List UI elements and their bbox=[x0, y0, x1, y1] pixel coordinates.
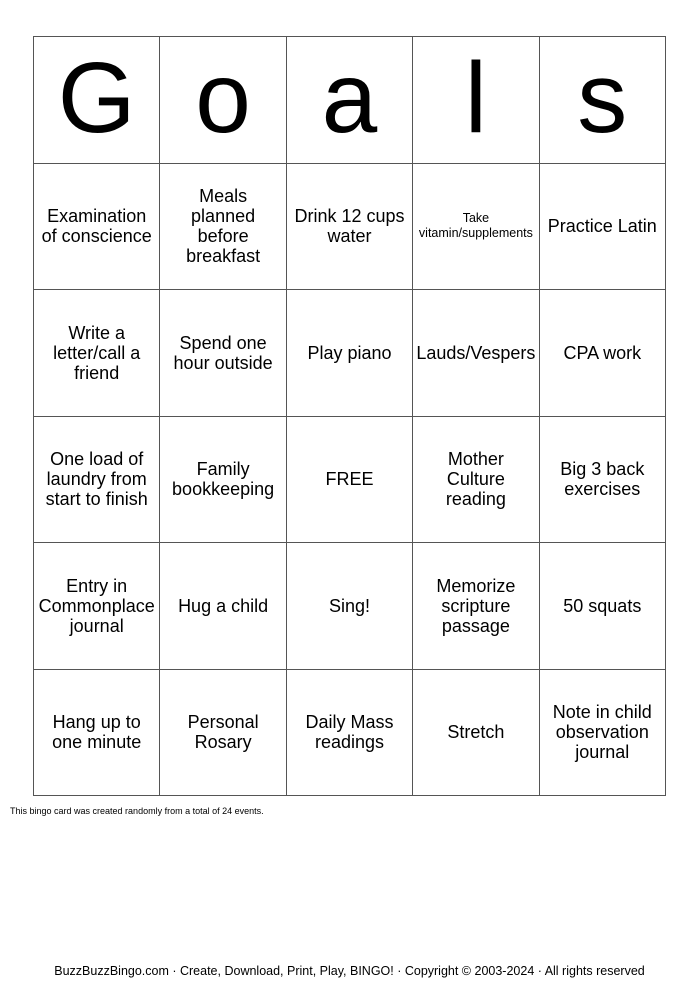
bingo-cell-r5-c5: Note in child observation journal bbox=[540, 670, 666, 797]
bingo-cell-r2-c5: CPA work bbox=[540, 290, 666, 417]
bingo-cell-r1-c3: Drink 12 cups water bbox=[287, 164, 413, 291]
header-letter-s: s bbox=[540, 37, 666, 164]
bingo-cell-r3-c4: Mother Culture reading bbox=[413, 417, 539, 544]
header-letter-o: o bbox=[160, 37, 286, 164]
bingo-cell-r5-c2: Personal Rosary bbox=[160, 670, 286, 797]
bingo-cell-r4-c1: Entry in Commonplace journal bbox=[34, 543, 160, 670]
bingo-cell-r1-c4: Take vitamin/supplements bbox=[413, 164, 539, 291]
bingo-cell-r3-c1: One load of laundry from start to finish bbox=[34, 417, 160, 544]
bingo-cell-r5-c4: Stretch bbox=[413, 670, 539, 797]
bingo-cell-r1-c2: Meals planned before breakfast bbox=[160, 164, 286, 291]
page-footer: BuzzBuzzBingo.com · Create, Download, Print, Play, BINGO! · Copyright © 2003-2024 · All rights reserved bbox=[54, 964, 645, 978]
bingo-cell-r5-c1: Hang up to one minute bbox=[34, 670, 160, 797]
bingo-cell-r3-c5: Big 3 back exercises bbox=[540, 417, 666, 544]
card-generation-note: This bingo card was created randomly from a total of 24 events. bbox=[10, 806, 264, 816]
bingo-cell-r5-c3: Daily Mass readings bbox=[287, 670, 413, 797]
bingo-cell-r2-c3: Play piano bbox=[287, 290, 413, 417]
header-letter-g: G bbox=[34, 37, 160, 164]
bingo-cell-r1-c5: Practice Latin bbox=[540, 164, 666, 291]
bingo-card bbox=[33, 36, 666, 796]
bingo-cell-r4-c5: 50 squats bbox=[540, 543, 666, 670]
header-letter-a: a bbox=[287, 37, 413, 164]
bingo-cell-r4-c4: Memorize scripture passage bbox=[413, 543, 539, 670]
bingo-cell-r2-c4: Lauds/Vespers bbox=[413, 290, 539, 417]
free-space-cell: FREE bbox=[287, 417, 413, 544]
bingo-cell-r2-c2: Spend one hour outside bbox=[160, 290, 286, 417]
header-letter-l: l bbox=[413, 37, 539, 164]
bingo-cell-r4-c3: Sing! bbox=[287, 543, 413, 670]
bingo-cell-r2-c1: Write a letter/call a friend bbox=[34, 290, 160, 417]
bingo-cell-r1-c1: Examination of conscience bbox=[34, 164, 160, 291]
bingo-cell-r3-c2: Family bookkeeping bbox=[160, 417, 286, 544]
bingo-cell-r4-c2: Hug a child bbox=[160, 543, 286, 670]
